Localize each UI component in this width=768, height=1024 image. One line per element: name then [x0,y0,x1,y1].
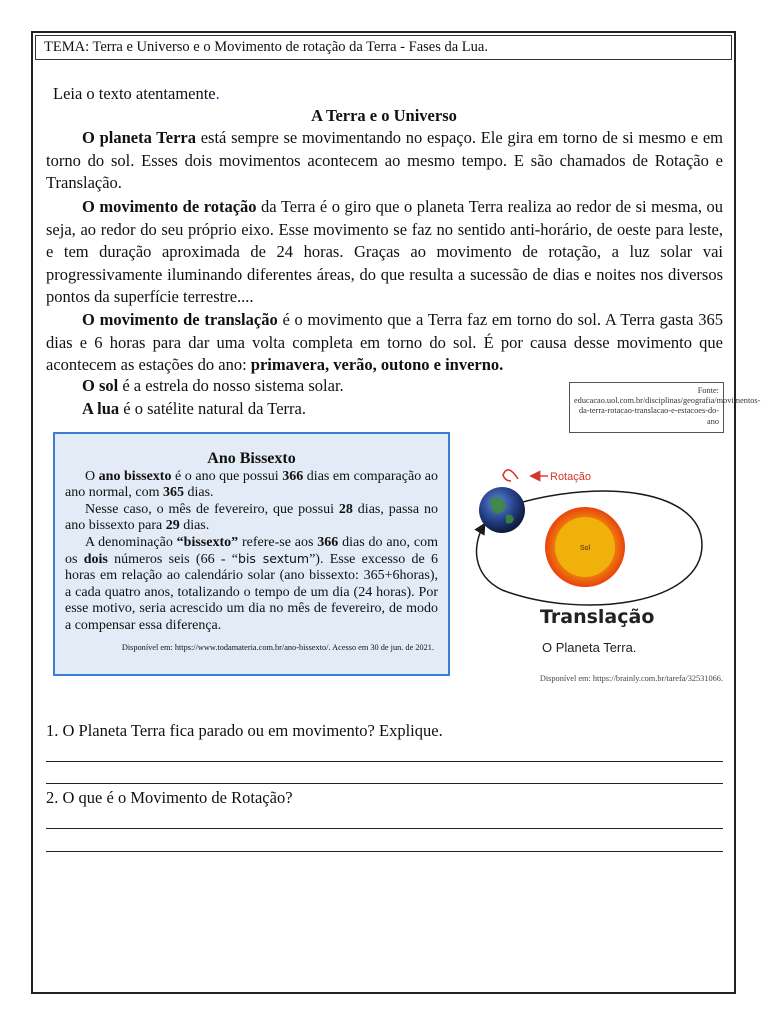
theme-header: TEMA: Terra e Universo e o Movimento de rotação da Terra - Fases da Lua. [35,35,732,60]
article-title: A Terra e o Universo [311,106,457,125]
source-url: educacao.uol.com.br/disciplinas/geografia/movimentos-da-terra-rotacao-translacao-e-estacoes-do-ano [574,396,761,426]
question-2: 2. O que é o Movimento de Rotação? [46,788,293,807]
question-1: 1. O Planeta Terra fica parado ou em movimento? Explique. [46,721,443,740]
paragraph-rotation: O movimento de rotação da Terra é o giro que o planeta Terra realiza ao redor de si mesma, ou seja, ao redor do seu próprio eixo. Esse movimento se faz no sentido anti-horário, de oeste para leste, e tem duração aproximada de 24 horas. Graças ao movimento de rotação, a luz solar vai progressivamente iluminando diferentes áreas, do que resulta a sucessão de dias e noites nos diversos pontos da superfície terrestre.... [46,197,723,307]
reading-instruction: Leia o texto atentamente. [53,84,220,103]
leap-year-paragraph-1: O ano bissexto é o ano que possui 366 dias em comparação ao ano normal, com 365 dias. [65,469,438,501]
earth-orbit-diagram [462,455,732,665]
rotation-arrow [503,470,518,481]
translation-label: Translação [540,606,655,628]
leap-year-source: Disponível em: https://www.todamateria.com.br/ano-bissexto/. Acesso em 30 de jun. de 2021. [121,643,434,653]
leap-year-box [53,432,450,676]
moon-definition: A lua é o satélite natural da Terra. [82,399,306,418]
answer-line[interactable] [46,828,723,829]
source-box [569,382,761,433]
answer-line[interactable] [46,761,723,762]
sun-definition: O sol é a estrela do nosso sistema solar. [82,376,344,395]
paragraph-planet: O planeta Terra está sempre se movimentando no espaço. Ele gira em torno de si mesmo e em torno do sol. Esses dois movimentos acontecem ao mesmo tempo. E são chamados de Rotação e Translação. [46,128,723,193]
leap-year-paragraph-2: Nesse caso, o mês de fevereiro, que possui 28 dias, passa no ano bissexto para 29 dias. [65,501,438,534]
leap-year-paragraph-3: A denominação “bissexto” refere-se aos 366 dias do ano, com os dois números seis (66 - “bis sextum”). Esse excesso de 6 horas em relação ao calendário solar (ano bissexto: 365+6horas), a cada quatro anos, totalizando o tempo de um dia (24 horas). Por esse motivo, seria acrescido um dia no mês de fevereiro, de modo a compensar essa diferença. [65,534,438,633]
diagram-caption: O Planeta Terra. [542,640,637,655]
answer-line[interactable] [46,783,723,784]
diagram-credit: Disponível em: https://brainly.com.br/tarefa/32531066. [539,674,723,683]
sun-label: Sol [579,545,591,552]
rotation-label: Rotação [550,471,591,483]
source-label: Fonte: [697,386,719,395]
paragraph-translation: O movimento de translação é o movimento que a Terra faz em torno do sol. A Terra gasta 365 dias e 6 horas para dar uma volta completa em torno do sol. É por causa desse movimento que acontecem as estações do ano: primavera, verão, outono e inverno. [46,310,723,375]
leap-year-title: Ano Bissexto [207,450,296,467]
answer-line[interactable] [46,851,723,852]
